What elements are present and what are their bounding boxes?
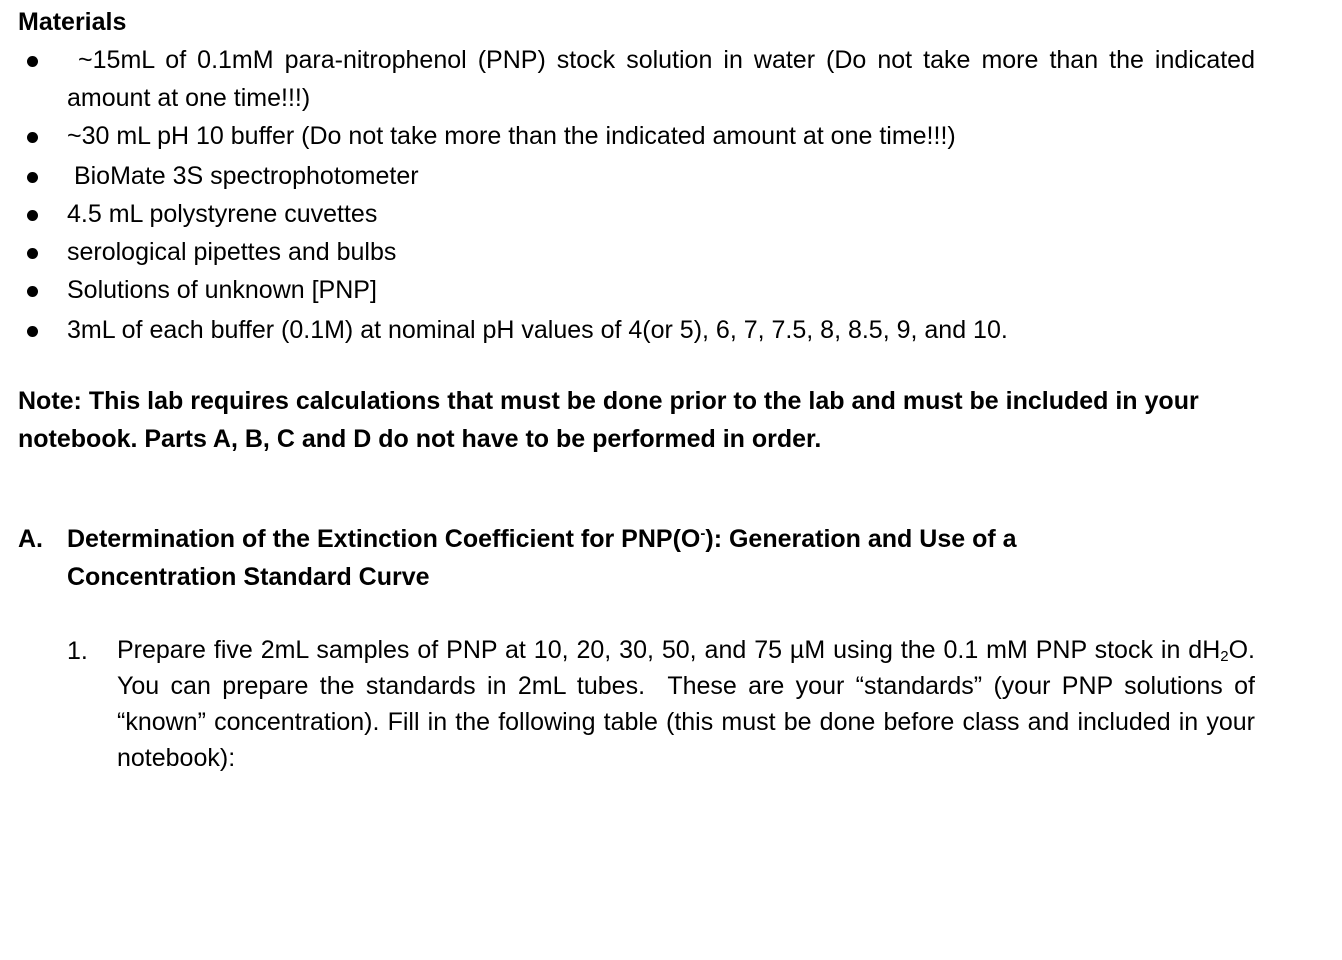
bullet-icon — [27, 326, 38, 337]
list-item — [0, 117, 1255, 155]
list-item — [0, 195, 1255, 233]
material-text: 3mL of each buffer (0.1M) at nominal pH values of 4(or 5), 6, 7, 7.5, 8, 8.5, 9, and 10. — [67, 316, 1008, 344]
material-text: 4.5 mL polystyrene cuvettes — [67, 200, 378, 228]
list-item — [0, 271, 1255, 309]
section-title — [67, 520, 1127, 596]
step-text-part1: Prepare five 2mL samples of PNP at 10, 20, 30, 50, and 75 µM using the 0.1 mM PNP stock in dH — [117, 636, 1221, 664]
section-title-part1: Determination of the Extinction Coefficient for PNP(O — [67, 525, 701, 553]
step-text-subscript: 2 — [1220, 648, 1229, 665]
list-item — [0, 41, 1262, 117]
bullet-icon — [27, 248, 38, 259]
section-title-part2: ): Generation and Use of a Concentration Standard Curve — [67, 525, 1017, 591]
list-item — [0, 233, 1255, 271]
bullet-icon — [27, 132, 38, 143]
material-text: ~15mL of 0.1mM para-nitrophenol (PNP) stock solution in water (Do not take more than the indicated amount at one time!!!) — [67, 46, 1262, 112]
section-title-superscript: - — [700, 525, 706, 542]
material-text: ~30 mL pH 10 buffer (Do not take more than the indicated amount at one time!!!) — [67, 122, 956, 150]
section-a-heading — [18, 520, 1258, 596]
step-text — [117, 632, 1262, 776]
materials-heading: Materials — [18, 8, 127, 36]
step-number: 1. — [67, 637, 88, 665]
note-paragraph: Note: This lab requires calculations that must be done prior to the lab and must be included in your notebook. Parts A, B, C and D do not have to be performed in order. — [18, 387, 1199, 453]
bullet-icon — [27, 210, 38, 221]
material-text: Solutions of unknown [PNP] — [67, 276, 377, 304]
section-letter: A. — [18, 525, 43, 553]
bullet-icon — [27, 172, 38, 183]
bullet-icon — [27, 286, 38, 297]
material-text: BioMate 3S spectrophotometer — [67, 162, 419, 190]
list-item — [0, 157, 1255, 195]
list-item — [0, 311, 1255, 349]
step-1 — [67, 632, 1262, 776]
materials-list — [0, 41, 1342, 349]
material-text: serological pipettes and bulbs — [67, 238, 397, 266]
step-text-part2: O. You can prepare the standards in 2mL tubes. These are your “standards” (your PNP solutions of “known” concentration). Fill in the following table (this must be done before class and included in your notebook): — [117, 636, 1262, 772]
bullet-icon — [27, 56, 38, 67]
